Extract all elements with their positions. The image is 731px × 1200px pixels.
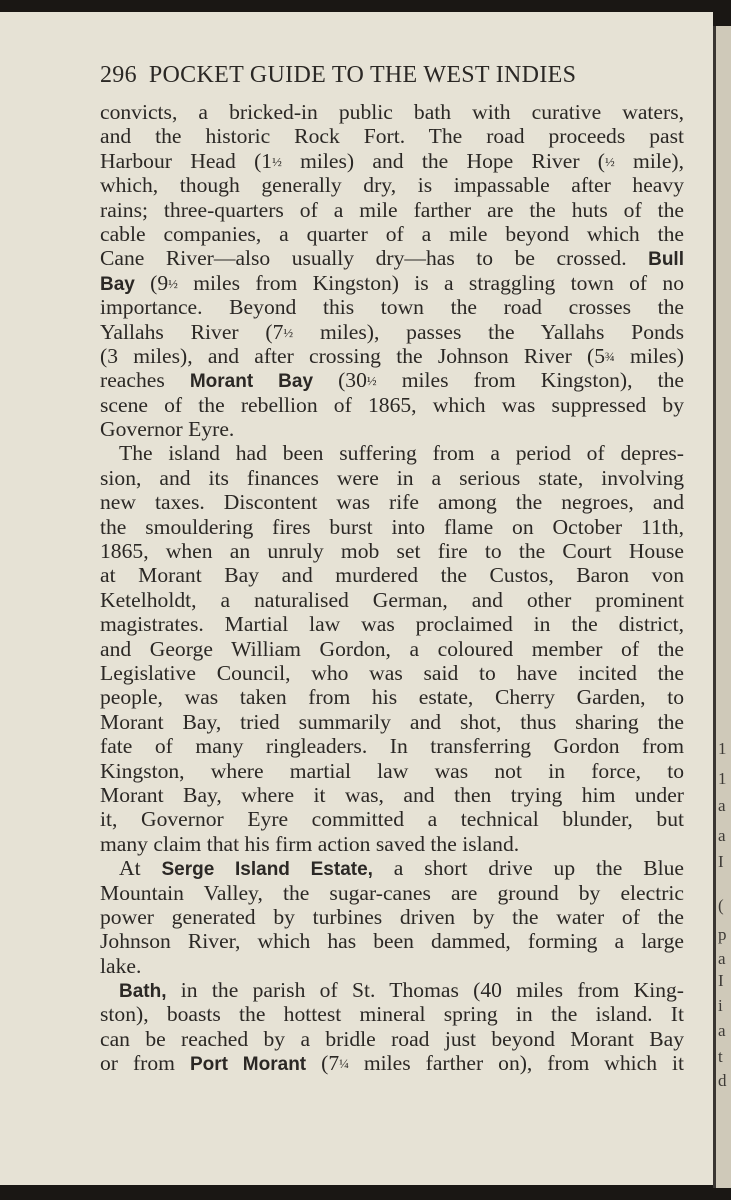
text-run: magistrates. Martial law was proclaimed in the district, [100,612,684,637]
bold-place-name: Bull [648,249,684,271]
text-run: Kingston, where martial law was not in force, to [100,758,684,783]
adjacent-page-edge [713,26,731,1188]
text-line [100,344,684,368]
text-line [100,612,684,636]
body-text [100,100,684,1076]
text-run: at Morant Bay and murdered the Custos, Baron von [100,563,684,588]
text-run: Legislative Council, who was said to have incited the [100,660,684,685]
text-run: Morant Bay, tried summarily and shot, thus sharing the [100,709,684,734]
text-run: the smouldering fires burst into flame on October 11th, [100,514,684,539]
text-line [100,563,684,587]
adjacent-page-fragment: a [718,826,726,845]
adjacent-page-fragment: 1 [718,739,727,758]
bold-place-name: Bay [100,273,135,295]
text-line [100,856,684,880]
text-line [100,295,684,319]
text-run: reaches [100,368,190,393]
text-line [100,710,684,734]
text-line [100,539,684,563]
fraction: ¾ [605,348,615,364]
text-line [100,978,684,1002]
text-run: Harbour Head (1 [100,148,273,173]
adjacent-page-fragment: ( [718,896,724,915]
text-line [100,929,684,953]
fraction: ½ [272,153,282,169]
text-run: many claim that his firm action saved the island. [100,831,520,856]
text-run: it, Governor Eyre committed a technical blunder, but [100,807,684,832]
text-line [100,807,684,831]
text-line [100,1027,684,1051]
text-run: Johnson River, which has been dammed, forming a large [100,929,684,954]
text-line [100,954,684,978]
bold-place-name: Port Morant [189,1054,307,1076]
text-line [100,173,684,197]
text-line [100,417,684,441]
text-run: Ketelholdt, a naturalised German, and other prominent [100,587,684,612]
text-run: can be reached by a bridle road just beyond Morant Bay [100,1026,684,1051]
text-run: scene of the rebellion of 1865, which was suppressed by [100,392,684,417]
text-line [100,1051,684,1075]
text-run: Morant Bay, where it was, and then trying him under [100,782,684,807]
text-line [100,320,684,344]
text-line [100,783,684,807]
adjacent-page-fragment: I [718,852,724,871]
text-run: new taxes. Discontent was rife among the negroes, and [100,490,684,515]
text-run: which, though generally dry, is impassable after heavy [100,173,684,198]
bold-place-name: Serge Island Estate, [161,859,373,881]
text-run: a short drive up the Blue [372,856,684,881]
adjacent-page-fragment: I [718,971,724,990]
text-run: cable companies, a quarter of a mile beyond which the [100,221,684,246]
text-line [100,734,684,758]
text-line [100,222,684,246]
adjacent-page-fragment: a [718,1021,726,1040]
text-run: Mountain Valley, the sugar-canes are ground by electric [100,880,684,905]
book-page [0,12,713,1185]
text-line [100,637,684,661]
text-line [100,246,684,270]
bold-place-name: Bath, [119,981,167,1003]
text-line [100,466,684,490]
fraction: ½ [605,153,615,169]
adjacent-page-fragment: p [718,925,727,944]
text-run: (9 [134,270,169,295]
text-run: convicts, a bricked-in public bath with curative waters, [100,100,684,124]
text-run: miles from Kingston), the [376,368,684,393]
text-line [100,149,684,173]
text-run: in the parish of St. Thomas (40 miles from King- [166,978,684,1003]
text-run: and George William Gordon, a coloured member of the [100,636,684,661]
adjacent-page-fragment: a [718,796,726,815]
text-run: or from [100,1051,190,1076]
text-run: miles farther on), from which it [348,1051,685,1076]
text-run: Cane River—also usually dry—has to be crossed. [100,246,649,271]
text-run: miles from Kingston) is a straggling town of no [177,270,685,295]
adjacent-page-fragment: i [718,996,723,1015]
text-run: Governor Eyre. [100,417,235,442]
text-line [100,905,684,929]
text-line [100,832,684,856]
text-run: mile), [614,148,685,173]
text-run: 1865, when an unruly mob set fire to the Court House [100,539,684,564]
text-run: (7 [306,1051,340,1076]
text-run: lake. [100,953,142,978]
text-line [100,368,684,392]
text-line [100,393,684,417]
bold-place-name: Morant Bay [189,371,314,393]
text-line [100,441,684,465]
text-line [100,881,684,905]
page-number: 296 [100,62,137,88]
adjacent-page-fragment: 1 [718,769,727,788]
adjacent-page-fragment: t [718,1047,723,1066]
text-line [100,661,684,685]
text-line [100,490,684,514]
text-line [100,1002,684,1026]
text-line [100,515,684,539]
fraction: ¼ [339,1056,349,1072]
adjacent-page-fragment: a [718,949,726,968]
text-run: At [119,856,162,881]
text-run: ston), boasts the hottest mineral spring in the island. It [100,1002,684,1027]
text-run: and the historic Rock Fort. The road proceeds past [100,124,684,149]
text-run: (30 [313,368,367,393]
running-header [100,62,576,89]
text-line [100,588,684,612]
text-run: power generated by turbines driven by the water of the [100,904,684,929]
fraction: ½ [366,373,377,389]
text-line [100,124,684,148]
text-run: (3 miles), and after crossing the Johnson River (5 [100,343,606,368]
adjacent-page-fragment: d [718,1071,727,1090]
text-run: miles), passes the Yallahs Ponds [293,319,684,344]
text-run: sion, and its finances were in a serious state, involving [100,465,684,490]
text-run: Yallahs River (7 [100,319,284,344]
text-run: fate of many ringleaders. In transferring Gordon from [100,734,684,759]
text-run: people, was taken from his estate, Cherry Garden, to [100,685,684,710]
text-line [100,685,684,709]
text-line [100,100,684,124]
text-run: rains; three-quarters of a mile farther are the huts of the [100,197,684,222]
text-run: importance. Beyond this town the road crosses the [100,295,684,320]
text-run: The island had been suffering from a period of depres- [119,441,684,466]
text-line [100,759,684,783]
text-line [100,198,684,222]
text-run: miles) and the Hope River ( [281,148,605,173]
text-line [100,271,684,295]
running-title: POCKET GUIDE TO THE WEST INDIES [148,62,577,88]
fraction: ½ [168,275,178,291]
text-run: miles) [614,343,685,368]
fraction: ½ [283,324,294,340]
